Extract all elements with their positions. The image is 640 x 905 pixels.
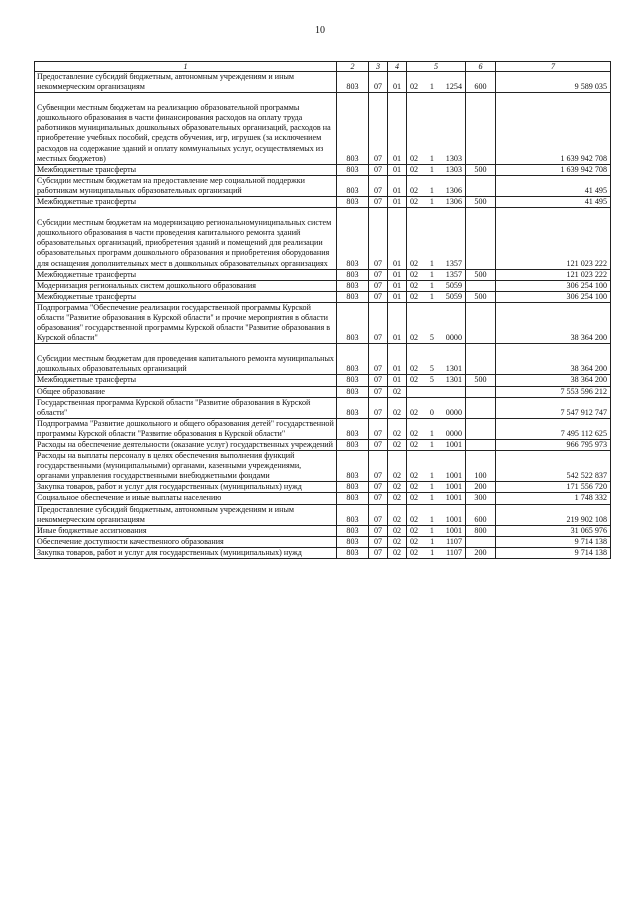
row-subsection-code: 01 [388, 375, 407, 386]
row-ministry-code: 803 [337, 280, 369, 291]
row-section-code: 07 [369, 291, 388, 302]
table-row [35, 93, 611, 165]
table-row [35, 547, 611, 558]
row-target-article [407, 93, 466, 165]
row-subsection-code: 02 [388, 493, 407, 504]
row-amount: 9 589 035 [496, 72, 611, 93]
table-row [35, 280, 611, 291]
target-program: 02 [410, 333, 419, 343]
header-col-2: 2 [337, 62, 369, 72]
row-ministry-code: 803 [337, 291, 369, 302]
table-row [35, 197, 611, 208]
row-section-code: 07 [369, 344, 388, 375]
row-section-code: 07 [369, 482, 388, 493]
row-expense-type [466, 175, 496, 196]
row-target-article [407, 536, 466, 547]
row-name: Предоставление субсидий бюджетным, автономным учреждениям и иным некоммерческим организациям [35, 504, 337, 525]
row-name: Межбюджетные трансферты [35, 375, 337, 386]
page-number: 10 [315, 25, 325, 36]
row-name: Межбюджетные трансферты [35, 269, 337, 280]
row-subsection-code: 02 [388, 440, 407, 451]
row-ministry-code: 803 [337, 493, 369, 504]
target-item: 1001 [445, 440, 462, 449]
row-subsection-code: 01 [388, 197, 407, 208]
row-target-article [407, 451, 466, 482]
row-name: Иные бюджетные ассигнования [35, 525, 337, 536]
row-section-code: 07 [369, 280, 388, 291]
target-item: 1001 [445, 514, 462, 524]
target-subprogram: 5 [429, 375, 434, 385]
row-name: Межбюджетные трансферты [35, 291, 337, 302]
target-program: 02 [410, 269, 419, 279]
row-section-code: 07 [369, 451, 388, 482]
row-ministry-code: 803 [337, 208, 369, 269]
target-subprogram: 1 [429, 185, 434, 195]
row-amount: 38 364 200 [496, 375, 611, 386]
row-ministry-code: 803 [337, 175, 369, 196]
row-target-article [407, 344, 466, 375]
row-expense-type [466, 208, 496, 269]
target-program: 02 [410, 407, 419, 417]
row-subsection-code: 01 [388, 72, 407, 93]
target-program: 02 [410, 536, 419, 546]
row-target-article [407, 175, 466, 196]
row-section-code: 07 [369, 175, 388, 196]
row-subsection-code: 02 [388, 451, 407, 482]
row-expense-type: 500 [466, 291, 496, 302]
row-section-code: 07 [369, 375, 388, 386]
table-row [35, 344, 611, 375]
target-program: 02 [410, 185, 419, 195]
row-name: Модернизация региональных систем дошкольного образования [35, 280, 337, 291]
header-col-5: 5 [407, 62, 466, 72]
table-row [35, 451, 611, 482]
table-row [35, 208, 611, 269]
target-item: 0000 [445, 333, 462, 343]
row-target-article [407, 386, 466, 397]
target-subprogram: 1 [429, 82, 434, 92]
table-row [35, 175, 611, 196]
target-item: 1303 [445, 164, 462, 174]
row-section-code: 07 [369, 197, 388, 208]
row-ministry-code: 803 [337, 197, 369, 208]
row-target-article [407, 440, 466, 451]
target-item: 1107 [446, 547, 462, 557]
budget-table [34, 61, 611, 559]
row-name: Расходы на выплаты персоналу в целях обеспечения выполнения функций государственными (муниципальными) органами, казенными учреждениями, органами управления государственными внебюджетными фондами [35, 451, 337, 482]
row-amount: 38 364 200 [496, 344, 611, 375]
table-row [35, 164, 611, 175]
row-target-article [407, 197, 466, 208]
target-item: 1001 [445, 493, 462, 503]
row-amount: 7 553 596 212 [496, 386, 611, 397]
row-ministry-code: 803 [337, 269, 369, 280]
row-name: Социальное обеспечение и иные выплаты населению [35, 493, 337, 504]
row-ministry-code: 803 [337, 440, 369, 451]
row-section-code: 07 [369, 72, 388, 93]
table-row [35, 493, 611, 504]
target-program: 02 [410, 482, 419, 492]
target-subprogram: 1 [429, 291, 434, 301]
target-program: 02 [410, 258, 419, 268]
target-subprogram: 5 [429, 364, 434, 374]
row-ministry-code: 803 [337, 536, 369, 547]
table-row [35, 482, 611, 493]
header-col-6: 6 [466, 62, 496, 72]
row-section-code: 07 [369, 440, 388, 451]
table-row [35, 386, 611, 397]
row-expense-type: 100 [466, 451, 496, 482]
row-section-code: 07 [369, 164, 388, 175]
target-program: 02 [410, 547, 419, 557]
row-target-article [407, 397, 466, 418]
row-expense-type [466, 93, 496, 165]
target-item: 1303 [445, 153, 462, 163]
target-subprogram: 1 [429, 269, 434, 279]
row-section-code: 07 [369, 302, 388, 343]
target-subprogram: 1 [429, 164, 434, 174]
row-subsection-code: 01 [388, 164, 407, 175]
row-amount: 542 522 837 [496, 451, 611, 482]
row-amount: 306 254 100 [496, 291, 611, 302]
row-ministry-code: 803 [337, 72, 369, 93]
table-row [35, 536, 611, 547]
row-target-article [407, 302, 466, 343]
target-subprogram: 1 [429, 197, 434, 207]
target-item: 1107 [446, 536, 462, 546]
target-subprogram: 1 [429, 428, 434, 438]
row-target-article [407, 375, 466, 386]
target-subprogram: 1 [429, 153, 434, 163]
target-subprogram: 1 [429, 280, 434, 290]
row-expense-type: 500 [466, 375, 496, 386]
row-target-article [407, 164, 466, 175]
row-amount: 41 495 [496, 197, 611, 208]
row-amount: 966 795 973 [496, 440, 611, 451]
row-subsection-code: 02 [388, 536, 407, 547]
row-section-code: 07 [369, 208, 388, 269]
table-row [35, 504, 611, 525]
target-subprogram: 1 [429, 482, 434, 492]
target-subprogram: 1 [429, 514, 434, 524]
row-amount: 1 639 942 708 [496, 93, 611, 165]
row-section-code: 07 [369, 397, 388, 418]
table-row [35, 72, 611, 93]
header-col-7: 7 [496, 62, 611, 72]
row-expense-type [466, 418, 496, 439]
target-item: 5059 [445, 280, 462, 290]
row-target-article [407, 525, 466, 536]
row-subsection-code: 01 [388, 291, 407, 302]
row-subsection-code: 01 [388, 269, 407, 280]
row-subsection-code: 02 [388, 482, 407, 493]
row-name: Обеспечение доступности качественного образования [35, 536, 337, 547]
row-name: Расходы на обеспечение деятельности (оказание услуг) государственных учреждений [35, 440, 337, 451]
target-subprogram: 1 [429, 258, 434, 268]
table-row [35, 418, 611, 439]
header-col-4: 4 [388, 62, 407, 72]
row-amount: 38 364 200 [496, 302, 611, 343]
table-row [35, 525, 611, 536]
target-subprogram: 1 [429, 440, 434, 449]
target-subprogram: 1 [429, 493, 434, 503]
row-amount: 9 714 138 [496, 536, 611, 547]
target-program: 02 [410, 364, 419, 374]
row-expense-type: 200 [466, 547, 496, 558]
row-name: Закупка товаров, работ и услуг для государственных (муниципальных) нужд [35, 482, 337, 493]
row-subsection-code: 02 [388, 504, 407, 525]
row-expense-type: 600 [466, 504, 496, 525]
target-item: 1306 [445, 185, 462, 195]
row-target-article [407, 504, 466, 525]
target-item: 1254 [445, 82, 462, 92]
target-program: 02 [410, 440, 419, 449]
target-item: 1001 [445, 525, 462, 535]
row-target-article [407, 418, 466, 439]
target-program: 02 [410, 375, 419, 385]
row-target-article [407, 72, 466, 93]
row-subsection-code: 01 [388, 302, 407, 343]
target-item: 1301 [445, 375, 462, 385]
row-amount: 121 023 222 [496, 269, 611, 280]
row-amount: 306 254 100 [496, 280, 611, 291]
target-program: 02 [410, 514, 419, 524]
row-expense-type [466, 280, 496, 291]
row-amount: 219 902 108 [496, 504, 611, 525]
row-expense-type [466, 344, 496, 375]
target-program: 02 [410, 82, 419, 92]
target-item: 1301 [445, 364, 462, 374]
row-amount: 1 639 942 708 [496, 164, 611, 175]
target-subprogram: 1 [429, 471, 434, 481]
row-section-code: 07 [369, 269, 388, 280]
row-name: Субсидии местным бюджетам на модернизацию региональномуниципальных систем дошкольного образования в части проведения капитального ремонта зданий образовательных организаций, приобретения зданий и помещений для реализации образовательных программ дошкольного образования и приобретения оборудования для оснащения дополнительных мест в дошкольных образовательных организациях [35, 208, 337, 269]
row-subsection-code: 01 [388, 344, 407, 375]
target-program: 02 [410, 197, 419, 207]
row-subsection-code: 02 [388, 386, 407, 397]
row-target-article [407, 280, 466, 291]
target-program: 02 [410, 428, 419, 438]
row-expense-type [466, 440, 496, 451]
target-subprogram: 5 [429, 333, 434, 343]
target-item: 1001 [445, 471, 462, 481]
row-name: Подпрограмма "Развитие дошкольного и общего образования детей" государственной программы Курской области "Развитие образования в Курской области" [35, 418, 337, 439]
header-col-3: 3 [369, 62, 388, 72]
row-name: Закупка товаров, работ и услуг для государственных (муниципальных) нужд [35, 547, 337, 558]
table-row [35, 302, 611, 343]
target-item: 1357 [445, 269, 462, 279]
target-program: 02 [410, 164, 419, 174]
row-ministry-code: 803 [337, 525, 369, 536]
row-amount: 9 714 138 [496, 547, 611, 558]
table-row [35, 291, 611, 302]
table-row [35, 375, 611, 386]
row-expense-type [466, 536, 496, 547]
row-expense-type [466, 302, 496, 343]
target-item: 0000 [445, 407, 462, 417]
row-name: Субсидии местным бюджетам для проведения капитального ремонта муниципальных дошкольных образовательных организаций [35, 344, 337, 375]
row-ministry-code: 803 [337, 504, 369, 525]
target-item: 1306 [445, 197, 462, 207]
row-amount: 7 547 912 747 [496, 397, 611, 418]
row-section-code: 07 [369, 504, 388, 525]
table-row [35, 440, 611, 451]
row-ministry-code: 803 [337, 386, 369, 397]
row-expense-type: 500 [466, 197, 496, 208]
row-name: Субвенции местным бюджетам на реализацию образовательной программы дошкольного образования в части финансирования расходов на оплату труда работников муниципальных дошкольных образовательных организаций, расходов на приобретение учебных пособий, средств обучения, игр, игрушек (за исключением расходов на содержание зданий и оплату коммунальных услуг, осуществляемых из местных бюджетов) [35, 93, 337, 165]
row-expense-type: 800 [466, 525, 496, 536]
row-amount: 171 556 720 [496, 482, 611, 493]
target-subprogram: 0 [429, 407, 434, 417]
row-target-article [407, 291, 466, 302]
table-header-row [35, 62, 611, 72]
target-program: 02 [410, 291, 419, 301]
row-amount: 41 495 [496, 175, 611, 196]
row-section-code: 07 [369, 386, 388, 397]
row-section-code: 07 [369, 525, 388, 536]
row-subsection-code: 01 [388, 280, 407, 291]
row-target-article [407, 482, 466, 493]
row-target-article [407, 208, 466, 269]
row-expense-type [466, 386, 496, 397]
row-ministry-code: 803 [337, 418, 369, 439]
row-amount: 31 065 976 [496, 525, 611, 536]
row-ministry-code: 803 [337, 164, 369, 175]
row-section-code: 07 [369, 93, 388, 165]
header-col-1: 1 [35, 62, 337, 72]
row-expense-type: 500 [466, 164, 496, 175]
row-name: Подпрограмма "Обеспечение реализации государственной программы Курской области "Развитие образования в Курской области" и прочие мероприятия в области образования" государственной программы Курской области "Развитие образования в Курской области" [35, 302, 337, 343]
target-subprogram: 1 [430, 536, 435, 546]
target-item: 5059 [445, 291, 462, 301]
row-ministry-code: 803 [337, 482, 369, 493]
row-name: Межбюджетные трансферты [35, 164, 337, 175]
row-subsection-code: 02 [388, 418, 407, 439]
row-name: Общее образование [35, 386, 337, 397]
row-subsection-code: 01 [388, 175, 407, 196]
row-amount: 1 748 332 [496, 493, 611, 504]
row-section-code: 07 [369, 493, 388, 504]
target-program: 02 [410, 280, 419, 290]
row-subsection-code: 02 [388, 547, 407, 558]
row-name: Межбюджетные трансферты [35, 197, 337, 208]
row-expense-type: 600 [466, 72, 496, 93]
target-program: 02 [410, 471, 419, 481]
target-subprogram: 1 [429, 525, 434, 535]
row-ministry-code: 803 [337, 93, 369, 165]
row-ministry-code: 803 [337, 375, 369, 386]
row-name: Субсидии местным бюджетам на предоставление мер социальной поддержки работникам муниципальных образовательных организаций [35, 175, 337, 196]
target-item: 0000 [445, 428, 462, 438]
target-program: 02 [410, 153, 419, 163]
row-section-code: 07 [369, 418, 388, 439]
row-subsection-code: 02 [388, 397, 407, 418]
row-expense-type [466, 397, 496, 418]
row-name: Предоставление субсидий бюджетным, автономным учреждениям и иным некоммерческим организациям [35, 72, 337, 93]
target-subprogram: 1 [430, 547, 435, 557]
row-expense-type: 200 [466, 482, 496, 493]
table-row [35, 397, 611, 418]
row-amount: 121 023 222 [496, 208, 611, 269]
target-program: 02 [410, 493, 419, 503]
row-ministry-code: 803 [337, 547, 369, 558]
target-item: 1357 [445, 258, 462, 268]
row-expense-type: 500 [466, 269, 496, 280]
row-ministry-code: 803 [337, 302, 369, 343]
target-program: 02 [410, 525, 419, 535]
row-section-code: 07 [369, 536, 388, 547]
table-row [35, 269, 611, 280]
row-subsection-code: 02 [388, 525, 407, 536]
row-subsection-code: 01 [388, 93, 407, 165]
row-name: Государственная программа Курской области "Развитие образования в Курской области" [35, 397, 337, 418]
row-ministry-code: 803 [337, 451, 369, 482]
row-section-code: 07 [369, 547, 388, 558]
row-target-article [407, 493, 466, 504]
row-ministry-code: 803 [337, 344, 369, 375]
row-expense-type: 300 [466, 493, 496, 504]
row-target-article [407, 547, 466, 558]
row-target-article [407, 269, 466, 280]
row-ministry-code: 803 [337, 397, 369, 418]
target-item: 1001 [445, 482, 462, 492]
row-amount: 7 495 112 625 [496, 418, 611, 439]
row-subsection-code: 01 [388, 208, 407, 269]
